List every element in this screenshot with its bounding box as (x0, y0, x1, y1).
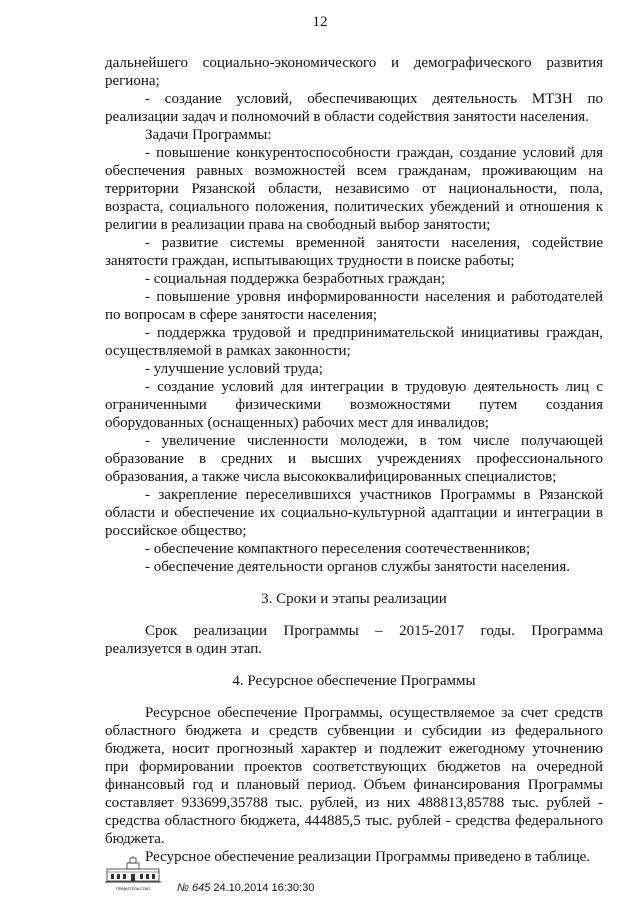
list-item: - обеспечение компактного переселения соотечественников; (145, 541, 531, 557)
section-heading-4: 4. Ресурсное обеспечение Программы (232, 673, 476, 689)
building-icon (103, 856, 163, 886)
logo-caption: ПРАВИТЕЛЬСТВО (115, 886, 151, 891)
section-text-4: Ресурсное обеспечение Программы, осуществляемое за счет средств областного бюджета и средств субвенции и субсидии из федерального бюджета, носит прогнозный характер и подлежит ежегодному уточнению при формировании проектов соответствующих бюджетов на очередной финансовый год и плановый период. Объем финансирования Программы составляет 933699,35788 тыс. рублей, из них 488813,85788 тыс. рублей - средства областного бюджета, 444885,5 тыс. рублей - средства федерального бюджета. (105, 705, 603, 847)
section-text-4-closing: Ресурсное обеспечение реализации Программы приведено в таблице. (145, 849, 591, 865)
list-item: - закрепление переселившихся участников Программы в Рязанской области и обеспечение их социально-культурной адаптации и интеграции в российское общество; (105, 487, 603, 539)
page-number: 12 (312, 14, 328, 30)
list-item: - поддержка трудовой и предпринимательской инициативы граждан, осуществляемой в рамках законности; (105, 325, 603, 359)
list-item: - социальная поддержка безработных граждан; (145, 271, 446, 287)
list-item: - увеличение численности молодежи, в том числе получающей образование в средних и высших учреждениях профессионального образования, а также числа высококвалифицированных специалистов; (105, 433, 603, 485)
doc-timestamp: 24.10.2014 16:30:30 (213, 882, 315, 894)
document-body (105, 54, 603, 866)
subheading: Задачи Программы: (145, 127, 272, 143)
list-item: - улучшение условий труда; (145, 361, 323, 377)
paragraph: дальнейшего социально-экономического и демографического развития региона; (105, 55, 603, 89)
doc-number: № 645 (177, 882, 211, 894)
list-item: - обеспечение деятельности органов службы занятости населения. (145, 559, 570, 575)
list-item: - повышение уровня информированности населения и работодателей по вопросам в сфере занятости населения; (105, 289, 603, 323)
list-item: - создание условий для интеграции в трудовую деятельность лиц с ограниченными физическими возможностями путем создания оборудованных (оснащенных) рабочих мест для инвалидов; (105, 379, 603, 431)
list-item: - повышение конкурентоспособности граждан, создание условий для обеспечения равных возможностей всем гражданам, проживающим на территории Рязанской области, независимо от национальности, пола, возраста, социального положения, политических убеждений и отношения к религии в реализации права на свободный выбор занятости; (105, 145, 603, 233)
list-item: - создание условий, обеспечивающих деятельность МТЗН по реализации задач и полномочий в области содействия занятости населения. (105, 91, 603, 125)
section-text-3: Срок реализации Программы – 2015-2017 годы. Программа реализуется в один этап. (105, 623, 603, 657)
footer (103, 856, 423, 896)
list-item: - развитие системы временной занятости населения, содействие занятости граждан, испытывающих трудности в поиске работы; (105, 235, 603, 269)
document-stamp (177, 882, 314, 894)
section-heading-3: 3. Сроки и этапы реализации (261, 591, 447, 607)
